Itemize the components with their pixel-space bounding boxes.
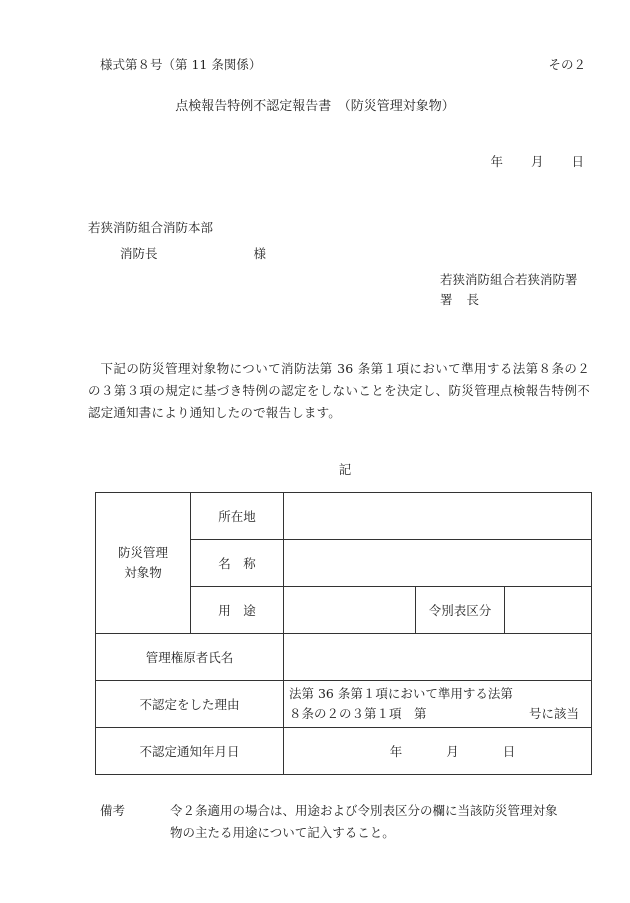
target-group-cell [96,493,191,634]
month-label: 月 [530,154,544,169]
target-label-1: 防災管理 [117,545,168,560]
owner-field[interactable] [284,634,592,681]
reason-label: 不認定をした理由 [96,681,284,728]
details-table [95,492,592,775]
sender-title-b: 長 [466,292,480,307]
form-variant: その２ [548,57,586,72]
reason-line-2 [289,704,591,724]
notes-label: 備考 [100,803,126,818]
day-label: 日 [571,154,584,169]
addressee-chief [120,244,266,262]
owner-label: 管理権原者氏名 [96,634,284,681]
reason-line-1: 法第 36 条第１項において準用する法第 [289,686,513,701]
notice-day: 日 [502,744,516,759]
location-field[interactable] [284,493,592,540]
category-label: 令別表区分 [416,587,505,634]
notes-line-1: 令２条適用の場合は、用途および令別表区分の欄に当該防災管理対象 [170,803,558,818]
target-label-2: 対象物 [124,565,162,580]
reason-line-2a: ８条の２の３第１項 第 [289,706,427,721]
honorific: 様 [253,246,267,261]
body-paragraph: 下記の防災管理対象物について消防法第 36 条第１項において準用する法第８条の２の３第３項の規定に基づき特例の認定をしないことを決定し、防災管理点検報告特例不認定通知書により通知したので報告します。 [88,361,590,420]
report-date [490,152,584,170]
chief-title: 消防長 [120,246,158,261]
notice-date-label: 不認定通知年月日 [96,728,284,775]
name-label: 名 称 [191,540,284,587]
page-title: 点検報告特例不認定報告書 （防災管理対象物） [175,99,455,114]
use-field[interactable] [284,587,416,634]
sender-title-a: 署 [440,292,453,307]
form-number: 様式第８号（第 11 条関係） [100,57,262,72]
sender-station: 若狭消防組合若狭消防署 [440,272,578,287]
reason-field[interactable] [284,681,592,728]
notice-year: 年 [389,744,403,759]
location-label: 所在地 [191,493,284,540]
notes [100,800,558,844]
ki-heading: 記 [338,462,352,477]
category-field[interactable] [505,587,592,634]
notes-line-2: 物の主たる用途について記入すること。 [170,825,395,840]
notice-date-field[interactable] [284,728,592,775]
use-label: 用 途 [191,587,284,634]
year-label: 年 [490,154,503,169]
notice-month: 月 [446,744,459,759]
addressee-department: 若狭消防組合消防本部 [88,220,214,235]
reason-line-2b: 号に該当 [529,706,580,721]
sender-title [440,290,479,308]
name-field[interactable] [284,540,592,587]
